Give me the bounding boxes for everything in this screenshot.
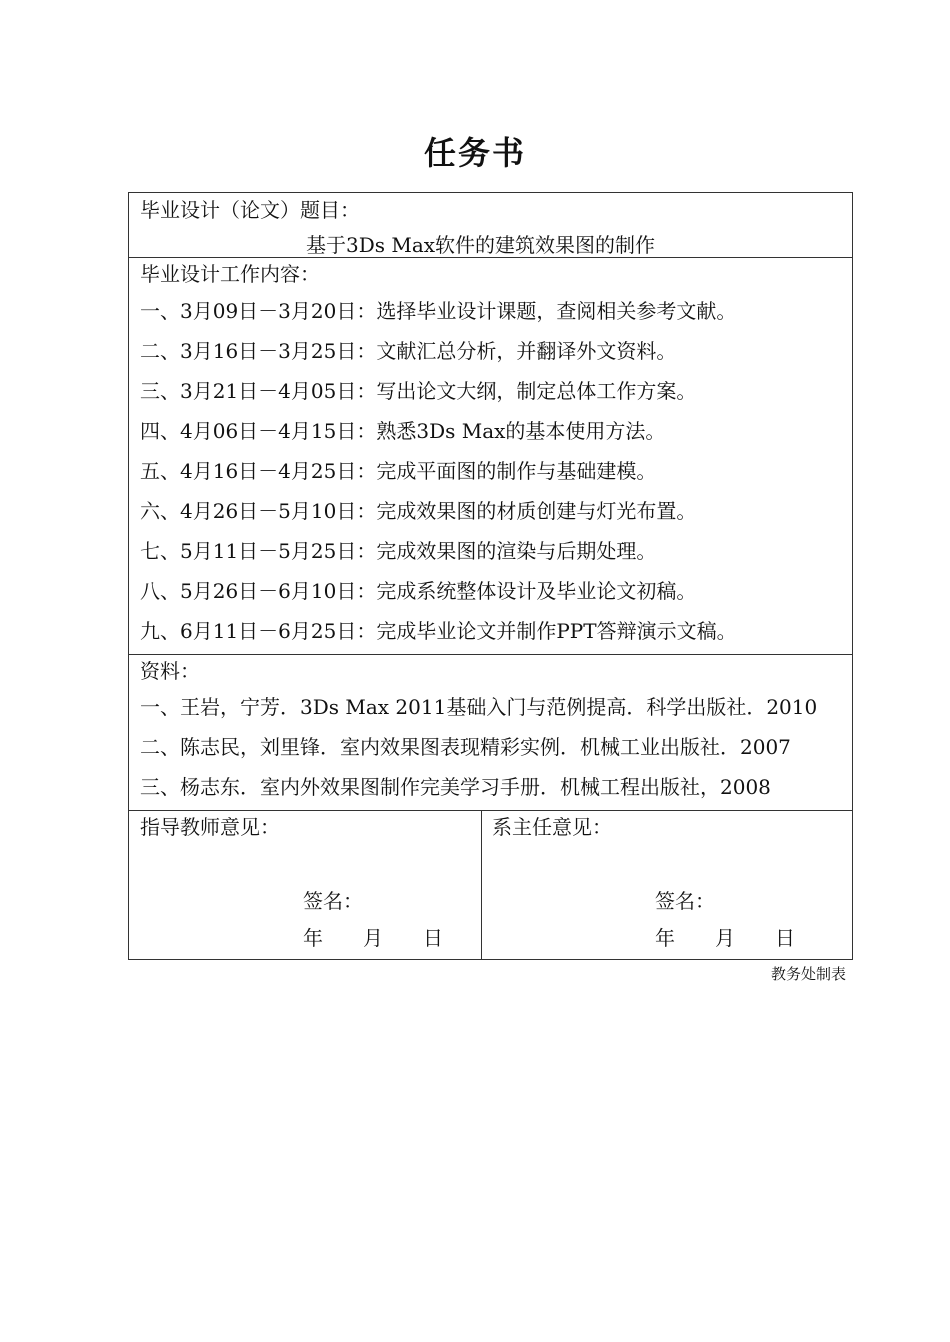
references-label: 资料： bbox=[140, 659, 200, 683]
head-sign-label: 签名： bbox=[655, 889, 715, 913]
work-item: 二、3月16日－3月25日：文献汇总分析，并翻译外文资料。 bbox=[140, 339, 677, 363]
references-section bbox=[129, 654, 852, 810]
work-item: 一、3月09日－3月20日：选择毕业设计课题，查阅相关参考文献。 bbox=[140, 299, 737, 323]
footer-note: 教务处制表 bbox=[770, 965, 846, 983]
reference-item: 三、杨志东．室内外效果图制作完美学习手册．机械工程出版社，2008 bbox=[140, 775, 771, 799]
advisor-sign-label: 签名： bbox=[303, 889, 363, 913]
work-item: 九、6月11日－6月25日：完成毕业论文并制作PPT答辩演示文稿。 bbox=[140, 619, 737, 643]
work-item: 七、5月11日－5月25日：完成效果图的渲染与后期处理。 bbox=[140, 539, 657, 563]
work-item: 六、4月26日－5月10日：完成效果图的材质创建与灯光布置。 bbox=[140, 499, 697, 523]
task-table bbox=[128, 192, 853, 960]
work-content-label: 毕业设计工作内容： bbox=[140, 262, 320, 286]
advisor-date-label: 年 月 日 bbox=[303, 926, 443, 950]
work-item: 四、4月06日－4月15日：熟悉3Ds Max的基本使用方法。 bbox=[140, 419, 666, 443]
page-title: 任务书 bbox=[423, 134, 526, 172]
head-opinion-label: 系主任意见： bbox=[492, 815, 612, 839]
reference-item: 一、王岩，宁芳．3Ds Max 2011基础入门与范例提高．科学出版社．2010 bbox=[140, 695, 818, 719]
work-item: 八、5月26日－6月10日：完成系统整体设计及毕业论文初稿。 bbox=[140, 579, 697, 603]
reference-item: 二、陈志民，刘里锋．室内效果图表现精彩实例．机械工业出版社．2007 bbox=[140, 735, 791, 759]
advisor-opinion-label: 指导教师意见： bbox=[140, 815, 280, 839]
work-item: 五、4月16日－4月25日：完成平面图的制作与基础建模。 bbox=[140, 459, 657, 483]
work-item: 三、3月21日－4月05日：写出论文大纲，制定总体工作方案。 bbox=[140, 379, 697, 403]
column-divider bbox=[481, 810, 482, 960]
opinion-section bbox=[129, 810, 852, 960]
topic-section bbox=[129, 193, 852, 257]
head-date-label: 年 月 日 bbox=[655, 926, 795, 950]
topic-value: 基于3Ds Max软件的建筑效果图的制作 bbox=[306, 233, 656, 257]
topic-label: 毕业设计（论文）题目： bbox=[140, 198, 360, 222]
work-content-section bbox=[129, 257, 852, 654]
